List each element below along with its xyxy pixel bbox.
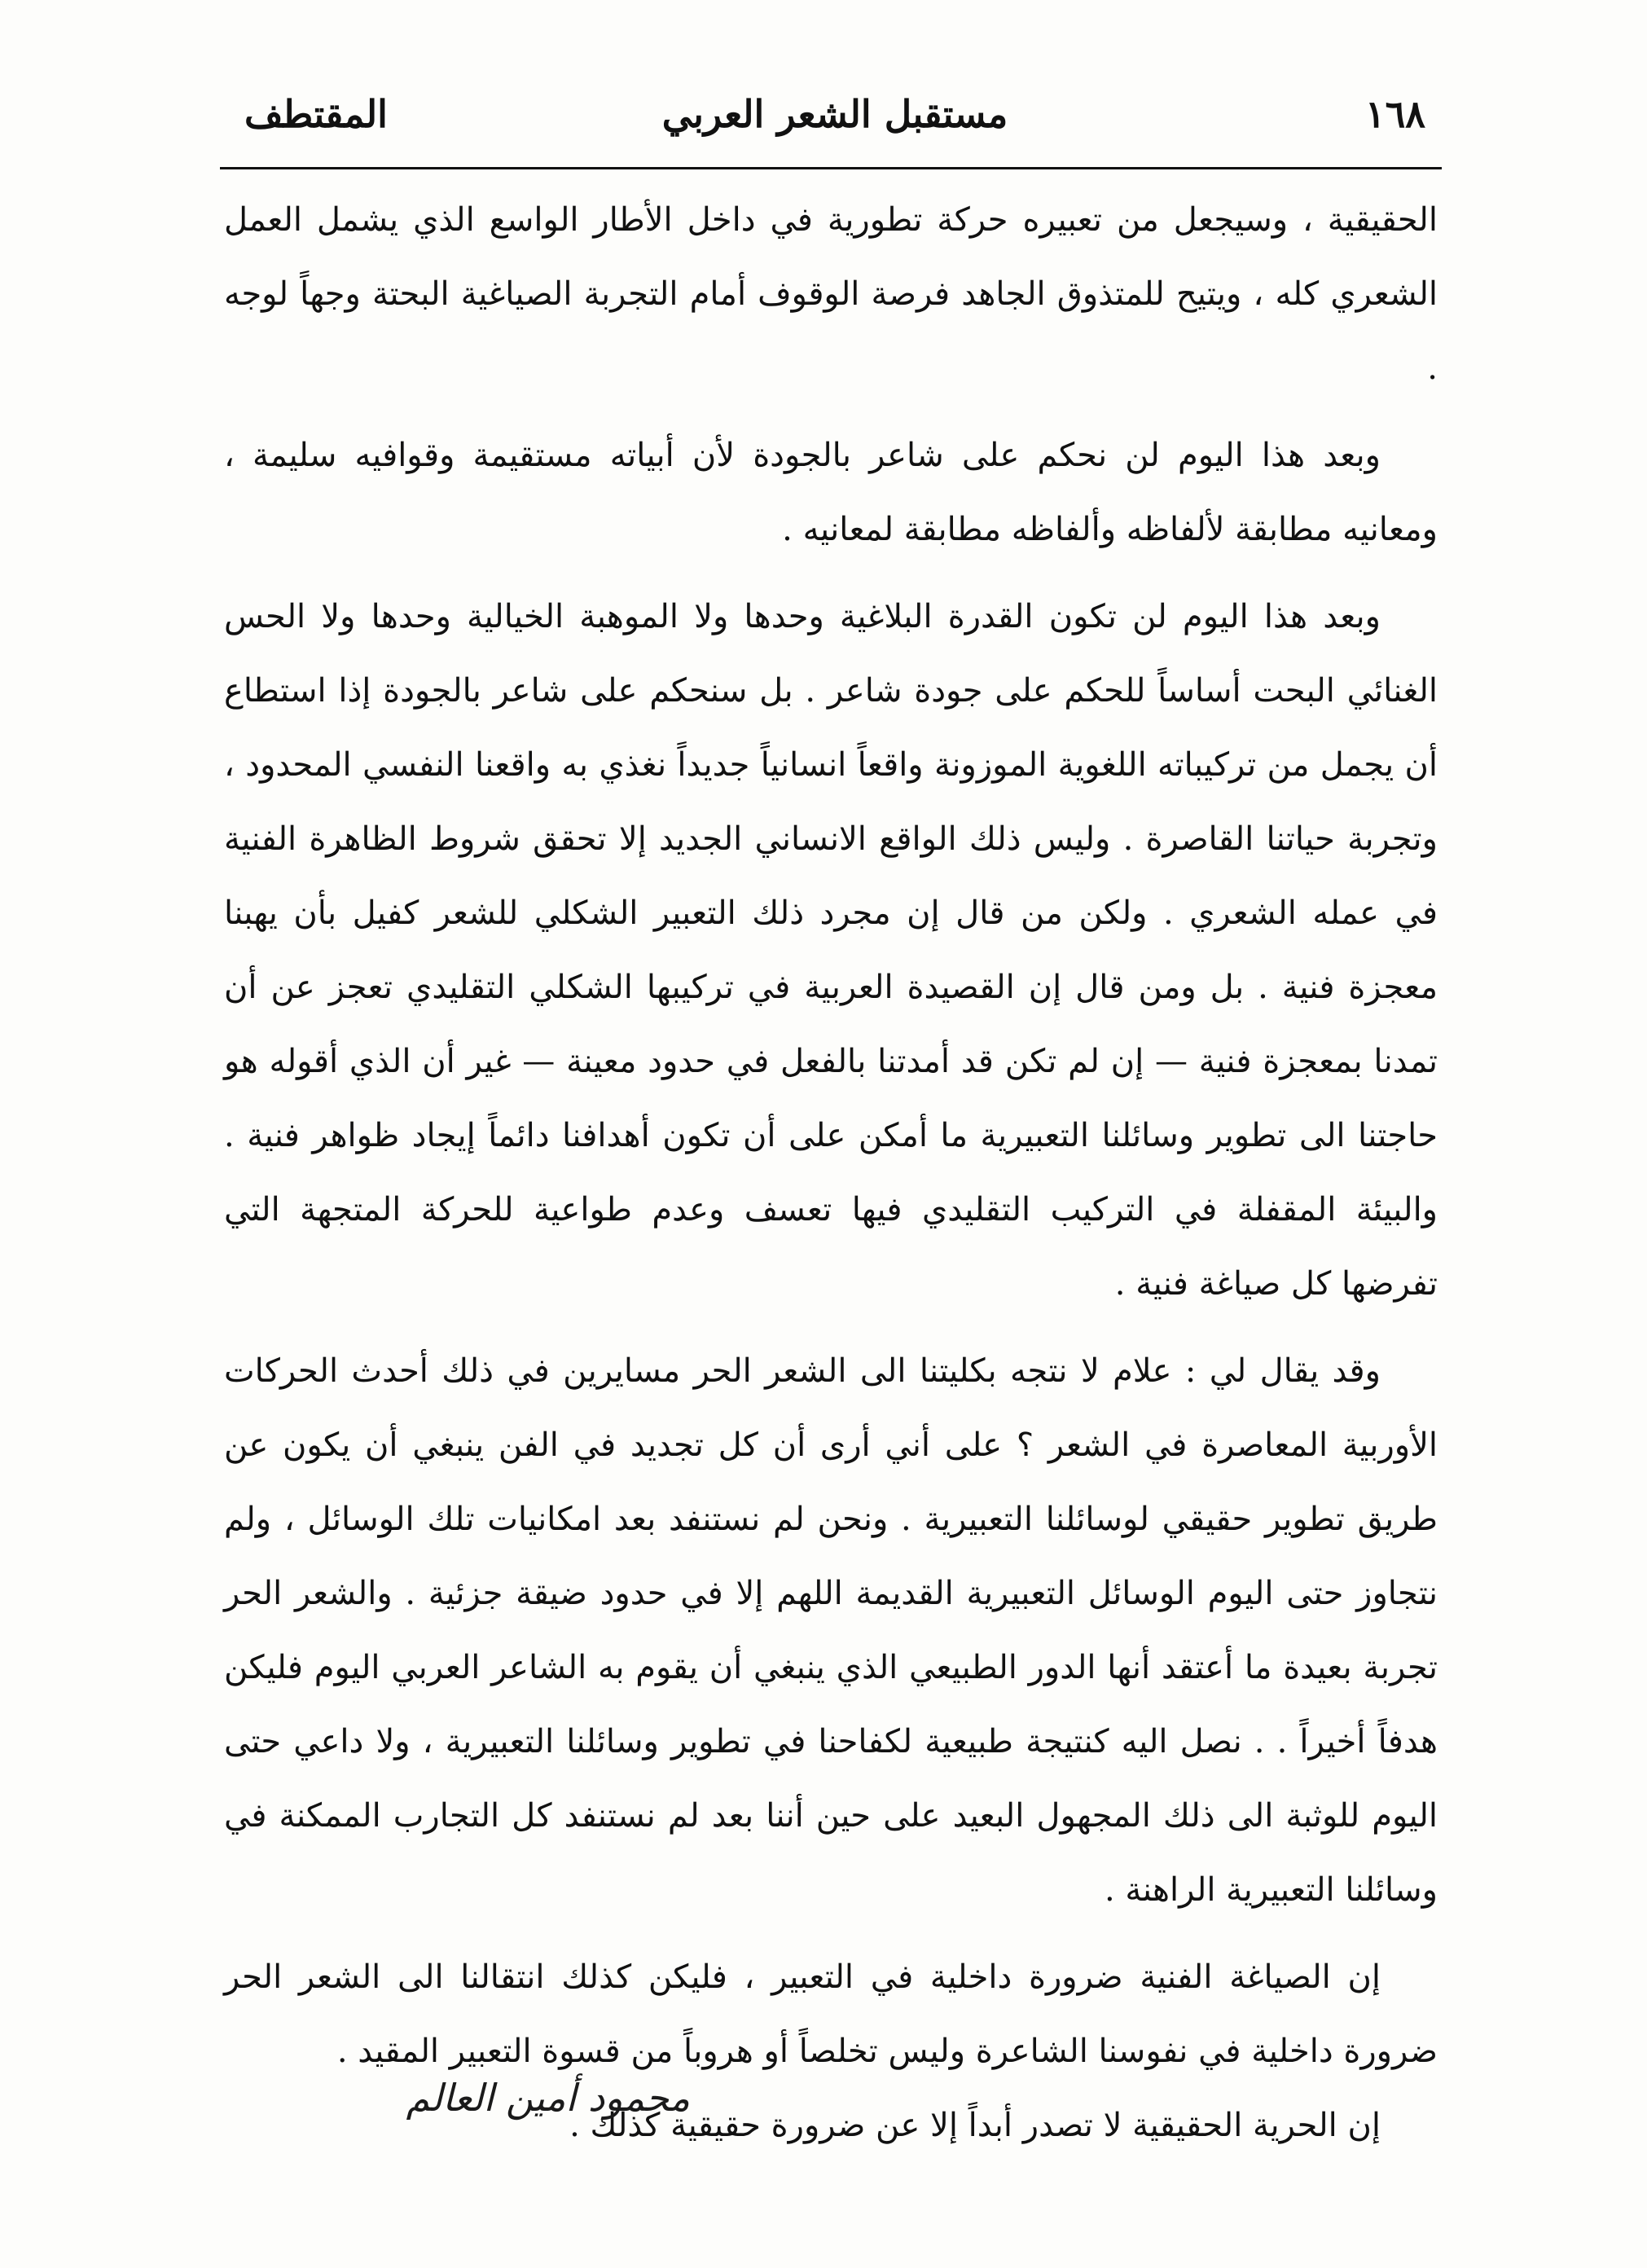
- paragraph-continued: الحقيقية ، وسيجعل من تعبيره حركة تطورية في داخل الأطار الواسع الذي يشمل العمل الشعري كله ، ويتيح للمتذوق الجاهد فرصة الوقوف أمام التجربة الصياغية البحتة وجهاً لوجه .: [224, 201, 1438, 387]
- paragraph: وبعد هذا اليوم لن نحكم على شاعر بالجودة لأن أبياته مستقيمة وقوافيه سليمة ، ومعانيه مطابقة لألفاظه وألفاظه مطابقة لمعانيه .: [224, 437, 1438, 548]
- author-signature: محمود أمين العالم: [406, 2076, 690, 2120]
- paragraph: وقد يقال لي : علام لا نتجه بكليتنا الى الشعر الحر مسايرين في ذلك أحدث الحركات الأوربية المعاصرة في الشعر ؟ على أني أرى أن كل تجديد في الفن ينبغي أن يكون عن طريق تطوير حقيقي لوسائلنا التعبيرية . ونحن لم نستنفد بعد امكانيات تلك الوسائل ، ولم نتجاوز حتى اليوم الوسائل التعبيرية القديمة اللهم إلا في حدود ضيقة جزئية . والشعر الحر تجربة بعيدة ما أعتقد أنها الدور الطبيعي الذي ينبغي أن يقوم به الشاعر العربي اليوم فليكن هدفاً أخيراً . . نصل اليه كنتيجة طبيعية لكفاحنا في تطوير وسائلنا التعبيرية ، ولا داعي حتى اليوم للوثبة الى ذلك المجهول البعيد على حين أننا بعد لم نستنفد كل التجارب الممكنة في وسائلنا التعبيرية الراهنة .: [224, 1352, 1438, 1909]
- paragraph: إن الصياغة الفنية ضرورة داخلية في التعبير ، فليكن كذلك انتقالنا الى الشعر الحر ضرورة داخلية في نفوسنا الشاعرة وليس تخلصاً أو هروباً من قسوة التعبير المقيد .: [224, 1958, 1438, 2070]
- paragraph: وبعد هذا اليوم لن تكون القدرة البلاغية وحدها ولا الموهبة الخيالية وحدها ولا الحس الغنائي البحت أساساً للحكم على جودة شاعر . بل سنحكم على شاعر بالجودة إذا استطاع أن يجمل من تركيباته اللغوية الموزونة واقعاً انسانياً جديداً نغذي به واقعنا النفسي المحدود ، وتجربة حياتنا القاصرة . وليس ذلك الواقع الانساني الجديد إلا تحقق شروط الظاهرة الفنية في عمله الشعري . ولكن من قال إن مجرد ذلك التعبير الشكلي للشعر كفيل بأن يهبنا معجزة فنية . بل ومن قال إن القصيدة العربية في تركيبها الشكلي التقليدي تعجز عن أن تمدنا بمعجزة فنية — إن لم تكن قد أمدتنا بالفعل في حدود معينة — غير أن الذي أقوله هو حاجتنا الى تطوير وسائلنا التعبيرية ما أمكن على أن تكون أهدافنا دائماً إيجاد ظواهر فنية . والبيئة المقفلة في التركيب التقليدي فيها تعسف وعدم طواعية للحركة المتجهة التي تفرضها كل صياغة فنية .: [224, 598, 1438, 1303]
- running-header: [244, 81, 1425, 147]
- header-rule: [220, 167, 1442, 169]
- closing-paragraph: إن الحرية الحقيقية لا تصدر أبداً إلا عن ضرورة حقيقية كذلك .: [569, 2107, 1381, 2144]
- journal-name: المقتطف: [244, 92, 388, 136]
- page-number: ١٦٨: [1364, 92, 1425, 136]
- running-title: مستقبل الشعر العربي: [661, 92, 1008, 136]
